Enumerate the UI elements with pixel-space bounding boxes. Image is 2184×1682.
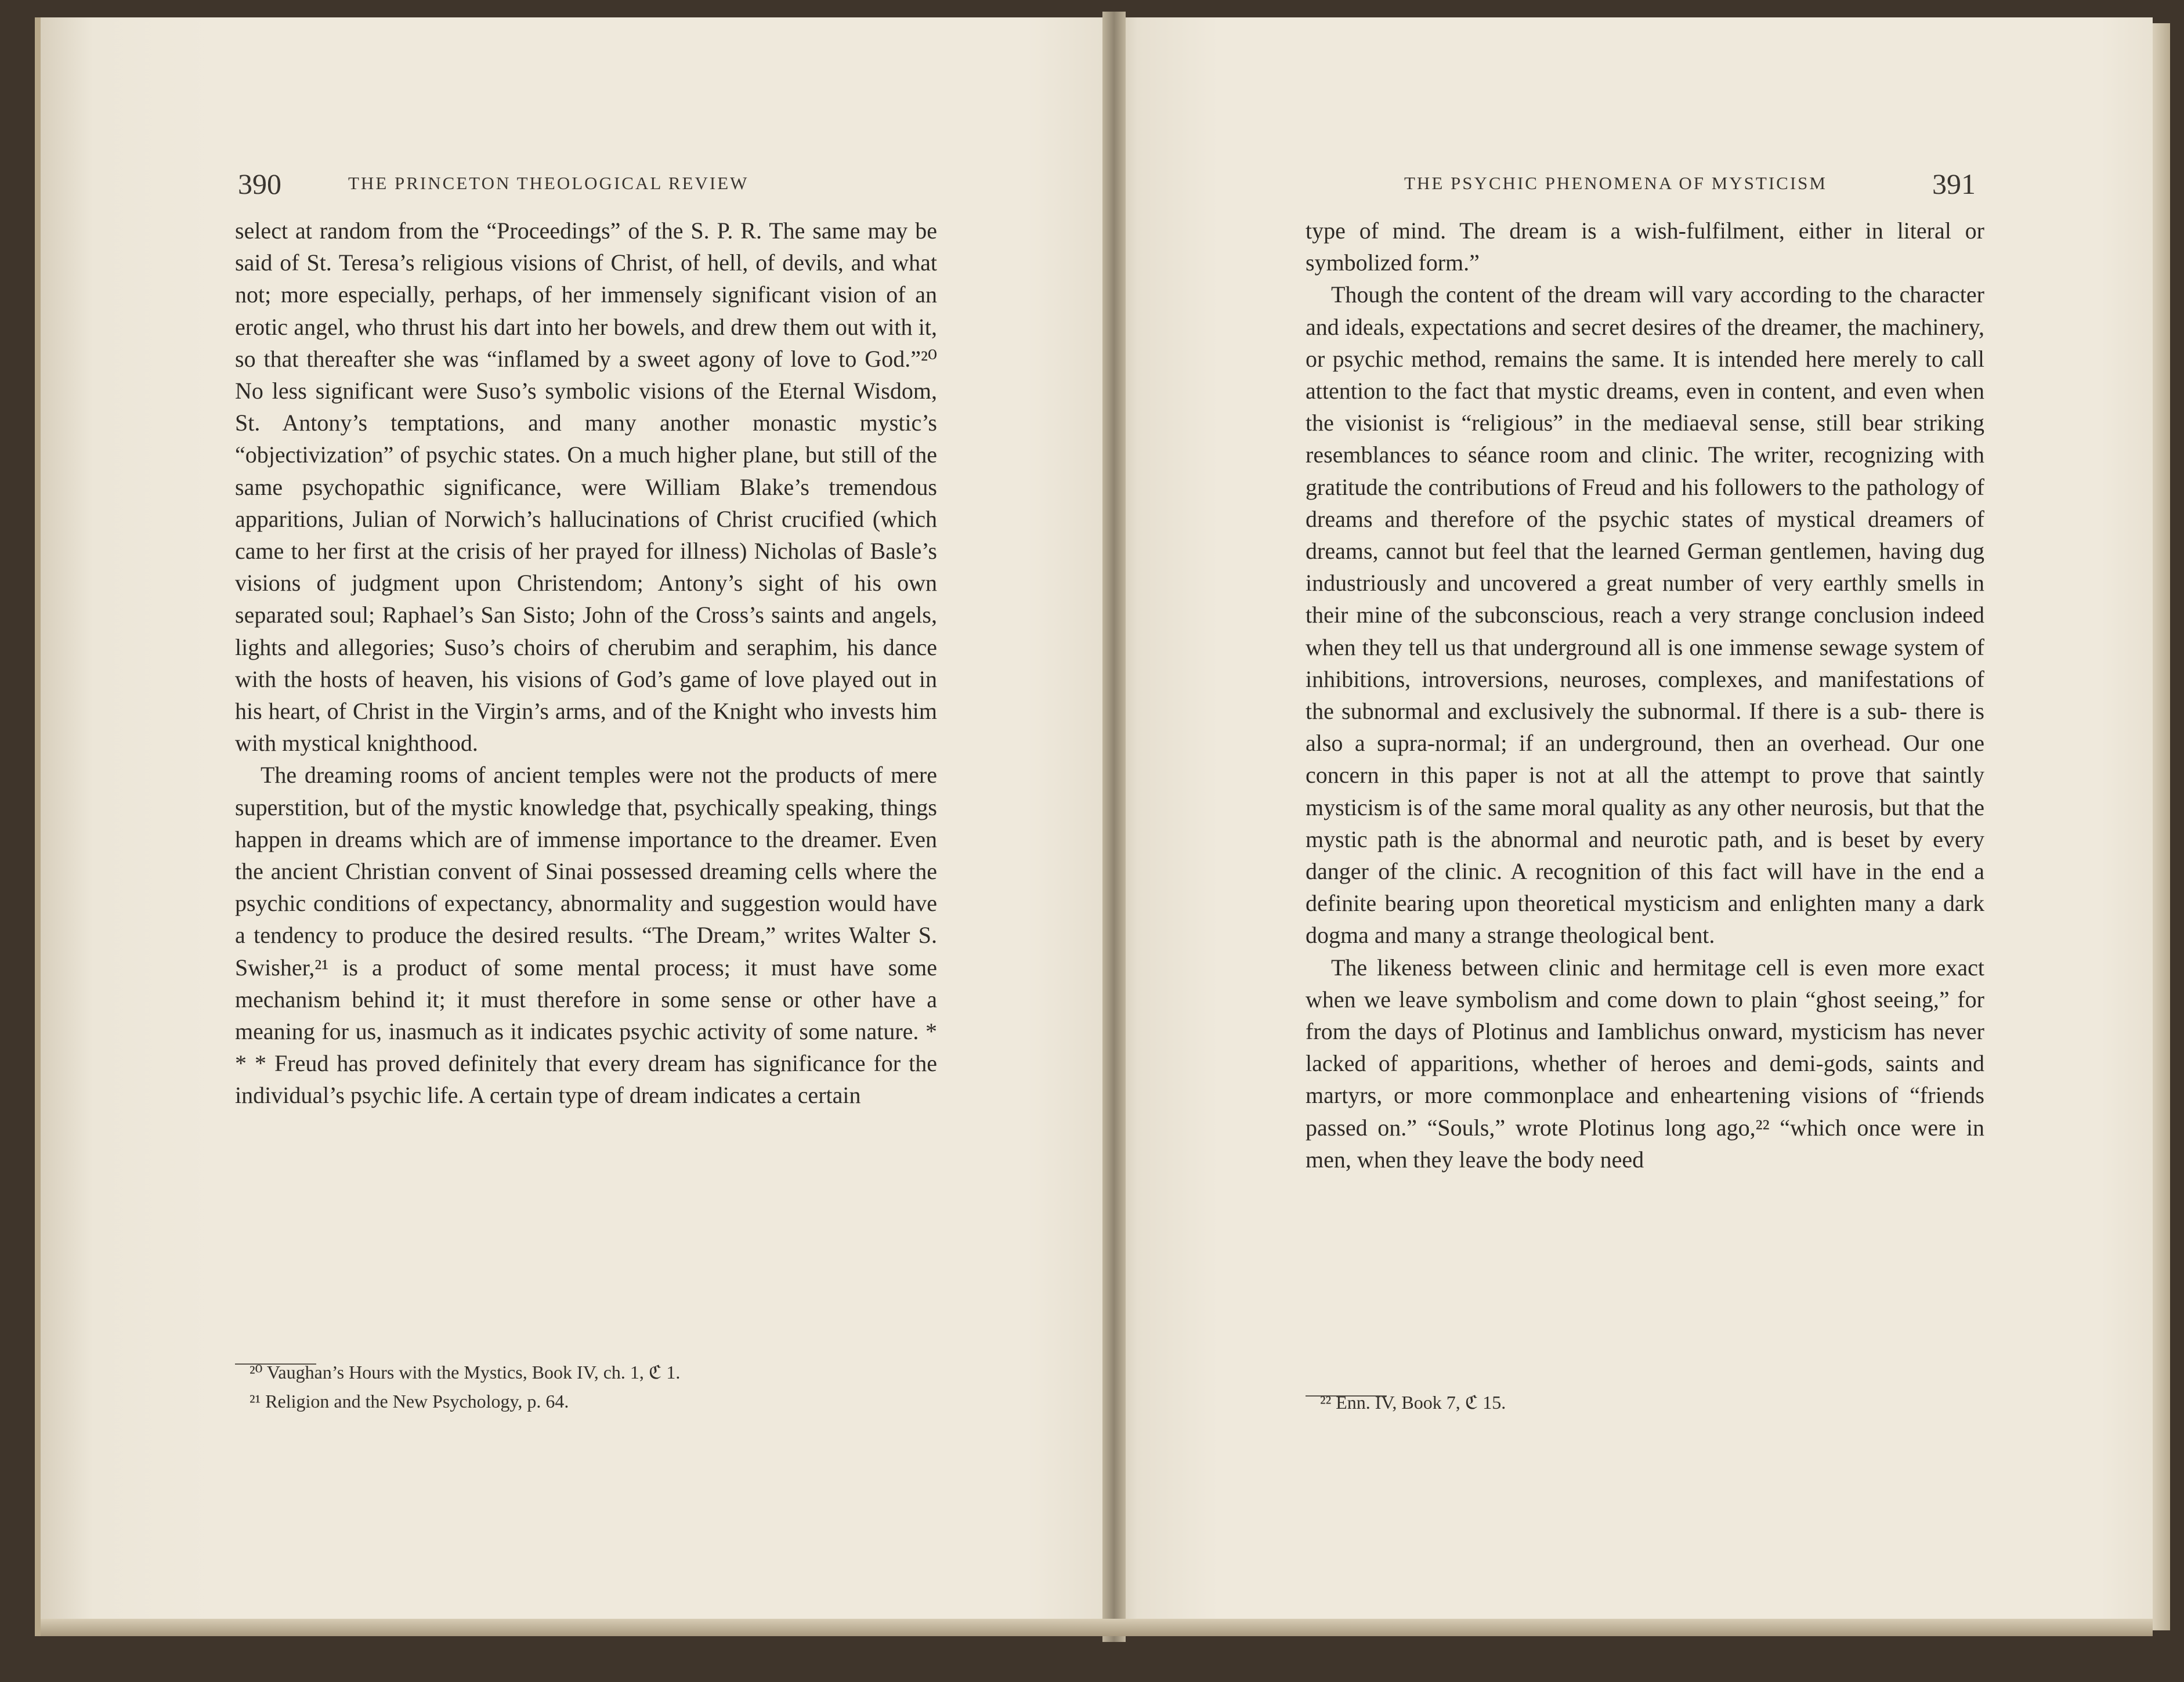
paragraph: Though the content of the dream will vary according to the character and ideals, expectations and secret desires of the dreamer, the machinery, or psychic method, remains the same. It is intended here merely to call attention to the fact that mystic dreams, even in content, and even when the visionist is “religious” in the mediaeval sense, still bear striking resemblances to séance room and clinic. The writer, recognizing with gratitude the contributions of Freud and his followers to the pathology of dreams and therefore of the psychic states of mystical dreamers of dreams, cannot but feel that the learned German gentlemen, having dug industriously and uncovered a great number of very earthly smells in their mine of the subconscious, reach a very strange conclusion indeed when they tell us that underground all is one immense sewage system of inhibitions, introversions, neuroses, complexes, and manifestations of the subnormal and exclusively the subnormal. If there is a sub- there is also a supra-normal; if an underground, then an overhead. Our one concern in this paper is not at all the attempt to prove that saintly mysticism is of the same moral quality as any other neurosis, but that the mystic path is the abnormal and neurotic path, and is beset by every danger of the clinic. A recognition of this fact will have in the end a definite bearing upon theoretical mysticism and enlighten many a dark dogma and many a strange theological bent. <box>1306 281 1984 949</box>
page-number: 390 <box>238 168 281 200</box>
paragraph: The dreaming rooms of ancient temples were not the products of mere superstition, but of the mystic knowledge that, psychically speaking, things happen in dreams which are of immense importance to the dreamer. Even the ancient Christian convent of Sinai possessed dreaming cells where the psychic conditions of expectancy, abnormality and suggestion would have a tendency to produce the desired results. “The Dream,” writes Walter S. Swisher,²¹ is a product of some mental process; it must have some mechanism behind it; it must therefore in some sense or other have a meaning for us, inasmuch as it indicates psychic activity of some nature. * * * Freud has proved definitely that every dream has significance for the individual’s psychic life. A certain type of dream indicates a certain <box>235 762 937 1109</box>
paragraph: type of mind. The dream is a wish-fulfilment, either in literal or symbolized form.” <box>1306 218 1984 276</box>
paragraph: select at random from the “Proceedings” of the S. P. R. The same may be said of St. Teresa’s religious visions of Christ, of hell, of devils, and what not; more especially, perhaps, of her immensely significant vision of an erotic angel, who thrust his dart into her bowels, and drew them out with it, so that thereafter she was “inflamed by a sweet agony of love to God.”²⁰ No less significant were Suso’s symbolic visions of the Eternal Wisdom, St. Antony’s temptations, and many another monastic mystic’s “objectivization” of psychic states. On a much higher plane, but still of the same psychopathic significance, were William Blake’s tremendous apparitions, Julian of Norwich’s hallucinations of Christ crucified (which came to her first at the crisis of her prayed for illness) Nicholas of Basle’s visions of judgment upon Christendom; Antony’s sight of his own separated soul; Raphael’s San Sisto; John of the Cross’s saints and angels, lights and allegories; Suso’s choirs of cherubim and seraphim, his dance with the hosts of heaven, his visions of God’s game of love played out in his heart, of Christ in the Virgin’s arms, and of the Knight who invests him with mystical knighthood. <box>235 218 937 757</box>
right-page <box>1114 17 2153 1636</box>
book-gutter <box>1102 12 1126 1642</box>
footnote: ²¹ Religion and the New Psychology, p. 64. <box>250 1391 569 1412</box>
text-block <box>1306 215 1984 1175</box>
page-edge-bottom <box>41 1619 2153 1636</box>
left-page <box>35 17 1114 1636</box>
running-head: THE PSYCHIC PHENOMENA OF MYSTICISM <box>1404 173 1827 193</box>
running-head: THE PRINCETON THEOLOGICAL REVIEW <box>348 173 749 193</box>
footnote: ²⁰ Vaughan’s Hours with the Mystics, Book IV, ch. 1, ℭ 1. <box>250 1362 681 1383</box>
text-block <box>235 215 937 1112</box>
footnotes <box>1320 1388 1506 1417</box>
page-edge <box>2153 23 2170 1630</box>
page-number: 391 <box>1932 168 1976 200</box>
footnotes <box>250 1358 680 1416</box>
footnote: ²² Enn. IV, Book 7, ℭ 15. <box>1320 1392 1506 1413</box>
paragraph: The likeness between clinic and hermitage cell is even more exact when we leave symbolism and come down to plain “ghost seeing,” for from the days of Plotinus and Iamblichus onward, mysticism has never lacked of apparitions, whether of heroes and demi-gods, saints and martyrs, or more commonplace and enheartening visions of “friends passed on.” “Souls,” wrote Plotinus long ago,²² “which once were in men, when they leave the body need <box>1306 954 1984 1173</box>
